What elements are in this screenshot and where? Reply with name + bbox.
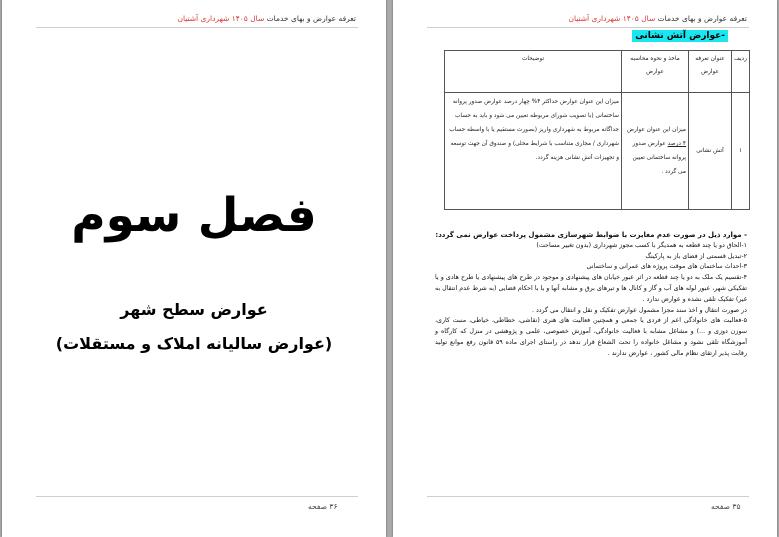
page-header [177,14,356,23]
basis-text: میزان این عنوان عوارض [626,127,686,133]
header-basis: ماخذ و نحوه محاسبه عوارض [622,51,689,93]
left-page [2,0,386,537]
row-fee-title: آتش نشانی [689,93,732,210]
header-rule [36,27,358,28]
header-row-number: ردیف [732,51,750,93]
row-number: ۱ [732,93,750,210]
notes-heading: - موارد ذیل در صورت عدم مغایرت با ضوابط شهرسازی مشمول پرداخت عوارض نمی گردد: [435,231,747,239]
header-rule [427,27,749,28]
row-basis [622,93,689,210]
chapter-title: فصل سوم [71,188,317,243]
section-label: -عوارض آتش نشانی [632,30,728,42]
note-item: در صورت انتقال و اخذ سند مجزا مشمول عوارض تفکیک و نقل و انتقال می گردد . [531,306,747,314]
note-item: ۴-تقسیم یک ملک به دو یا چند قطعه در اثر عبور خیابان های پیشنهادی و موجود در طرح های پیشنهادی یا طرح هادی و یا تفکیکی شهر، عبور لوله های آب و گاز و کانال ها و تیرهای برق و مشابه آنها و یا با احکام قضایی (به شرط عدم انتقال به غیر) تفکیک تلقی نشده و عوارض ندارد . [435,274,747,303]
header-text: تعرفه عوارض و بهای خدمات [266,14,356,23]
note-item: ۲-تبدیل قسمتی از فضای باز به پارکینگ [645,252,747,260]
row-description: میزان این عنوان عوارض حداکثر ۴% چهار درصد عوارض صدور پروانه ساختمانی (با تصویب شورای مربوطه تعیین می شود و باید به حساب جداگانه مربوط به شهرداری واریز (بصورت مستقیم یا با واسطه حساب شهرداری / مجاری متناسب با شرایط محلی) و صندوق آن جهت توسعه و تجهیزات آتش نشانی هزینه گردد. [445,93,622,210]
header-highlight: سال ۱۴۰۵ شهرداری آشتیان [177,14,265,23]
header-description: توضیحات [445,51,622,93]
basis-text-end: عوارض صدور پروانه ساختمانی تعیین می گردد . [632,141,686,175]
header-fee-title: عنوان تعرفه عوارض [689,51,732,93]
header-highlight: سال ۱۴۰۵ شهرداری آشتیان [568,14,656,23]
right-page [393,0,777,537]
footer-rule [36,496,358,497]
header-text: تعرفه عوارض و بهای خدمات [657,14,747,23]
table-header-row [445,51,750,93]
note-item: ۱-الحاق دو یا چند قطعه به همدیگر با کسب مجوز شهرداری (بدون تغییر مساحت) [536,241,747,249]
note-item: ۳-احداث ساختمان های موقت پروژه های عمرانی و ساختمانی [586,263,747,271]
page-number: ۳۶ صفحه [308,502,338,511]
note-item: ۵-فعالیت های خانوادگی اعم از فردی یا جمعی و همچنین فعالیت های هنری (نقاشی، خطاطی، خیاطی، منبت کاری، سوزن دوزی و ...) و مشاغل مشابه با فعالیت خانوادگی، آموزش خصوصی، علمی و پژوهشی در منزل که کارگاه و آموزشگاه تلقی نشود و مشاغل خانواده را تحت الشعاع قرار ندهد در راستای اجرای ماده ۵۹ قانون رفع موانع تولید رقابت پذیر ارتقای نظام مالی کشور ، عوارض ندارند . [435,317,748,357]
chapter-subtitle-secondary: (عوارض سالیانه املاک و مستقلات) [55,334,333,353]
basis-rate: ۴ درصد [667,141,686,147]
fees-table [444,50,750,210]
chapter-subtitle: عوارض سطح شهر [120,300,268,319]
page-header [568,14,747,23]
exemption-notes [435,230,747,360]
table-row [445,93,750,210]
footer-rule [427,496,749,497]
page-number: ۳۵ صفحه [711,502,741,511]
